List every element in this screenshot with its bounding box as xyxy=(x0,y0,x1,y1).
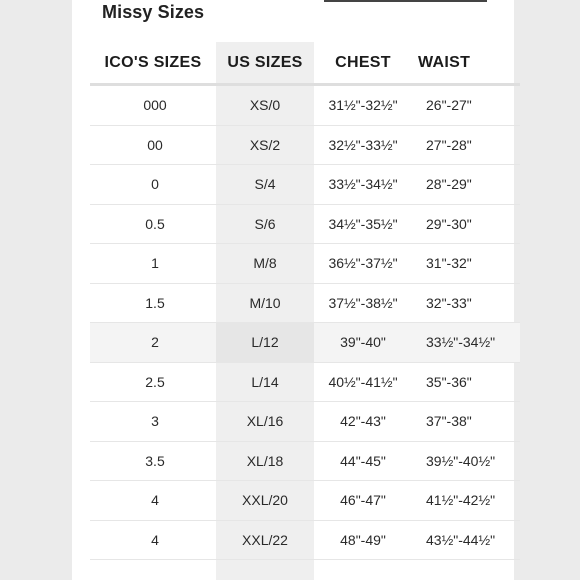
size-chart-panel xyxy=(72,0,514,580)
cell-us-size: S/6 xyxy=(254,215,276,232)
table-header-row xyxy=(90,42,520,83)
cell-waist: 33½"-34½" xyxy=(426,334,496,351)
cell-chest: 37½"-38½" xyxy=(328,294,398,311)
cell-chest: 33½"-34½" xyxy=(328,176,398,193)
table-row xyxy=(90,402,520,442)
cell-icos-size: 000 xyxy=(143,97,167,114)
cell-waist: 43½"-44½" xyxy=(426,531,496,548)
cell-chest: 44"-45" xyxy=(340,452,386,469)
cell-waist: 35"-36" xyxy=(426,373,472,390)
cell-waist: 26"-27" xyxy=(426,97,472,114)
cell-icos-size: 2 xyxy=(151,334,159,351)
table-row xyxy=(90,86,520,126)
cell-icos-size: 3 xyxy=(151,413,159,430)
table-row xyxy=(90,521,520,561)
size-table-viewport[interactable] xyxy=(102,42,496,580)
cell-us-size: XS/0 xyxy=(249,97,281,114)
cell-us-size: S/4 xyxy=(254,176,276,193)
table-row xyxy=(90,442,520,482)
cell-chest: 31½"-32½" xyxy=(328,97,398,114)
section-title: Missy Sizes xyxy=(102,2,205,22)
table-body xyxy=(90,86,520,560)
cell-chest: 39"-40" xyxy=(340,334,386,351)
cell-chest: 46"-47" xyxy=(340,492,386,509)
cell-us-size: L/12 xyxy=(216,323,314,362)
cell-waist: 31"-32" xyxy=(426,255,472,272)
cell-icos-size: 1.5 xyxy=(145,294,165,311)
cell-icos-size: 00 xyxy=(147,136,163,153)
cell-waist: 32"-33" xyxy=(426,294,472,311)
cell-us-size: XXL/20 xyxy=(242,492,288,509)
table-row xyxy=(90,363,520,403)
table-row xyxy=(90,323,520,363)
table-row xyxy=(90,284,520,324)
header-waist: WAIST xyxy=(418,53,471,71)
table-row xyxy=(90,165,520,205)
cell-us-size: XL/18 xyxy=(246,452,284,469)
cell-us-size: M/10 xyxy=(249,294,281,311)
table-row xyxy=(90,205,520,245)
table-row xyxy=(90,244,520,284)
cell-waist: 29"-30" xyxy=(426,215,472,232)
cell-chest: 32½"-33½" xyxy=(328,136,398,153)
cell-icos-size: 0 xyxy=(151,176,159,193)
cell-chest: 48"-49" xyxy=(340,531,386,548)
cell-icos-size: 0.5 xyxy=(145,215,165,232)
cell-chest: 34½"-35½" xyxy=(328,215,398,232)
cell-us-size: XS/2 xyxy=(249,136,281,153)
cell-us-size: XXL/22 xyxy=(242,531,288,548)
cell-chest: 42"-43" xyxy=(340,413,386,430)
header-chest: CHEST xyxy=(335,53,391,71)
cell-waist: 27"-28" xyxy=(426,136,472,153)
cell-chest: 40½"-41½" xyxy=(328,373,398,390)
cell-waist: 37"-38" xyxy=(426,413,472,430)
table-row xyxy=(90,481,520,521)
cell-icos-size: 4 xyxy=(151,492,159,509)
size-table xyxy=(90,42,520,560)
top-link-underline[interactable] xyxy=(324,0,487,2)
cell-icos-size: 2.5 xyxy=(145,373,165,390)
cell-waist: 39½"-40½" xyxy=(426,452,496,469)
cell-waist: 28"-29" xyxy=(426,176,472,193)
header-icos-sizes: ICO'S SIZES xyxy=(104,53,202,71)
header-us-sizes: US SIZES xyxy=(227,53,303,71)
cell-waist: 41½"-42½" xyxy=(426,492,496,509)
table-row xyxy=(90,126,520,166)
cell-chest: 36½"-37½" xyxy=(328,255,398,272)
cell-icos-size: 3.5 xyxy=(145,452,165,469)
cell-us-size: M/8 xyxy=(253,255,277,272)
cell-us-size: XL/16 xyxy=(246,413,284,430)
cell-us-size: L/14 xyxy=(251,373,279,390)
cell-icos-size: 4 xyxy=(151,531,159,548)
cell-icos-size: 1 xyxy=(151,255,159,272)
